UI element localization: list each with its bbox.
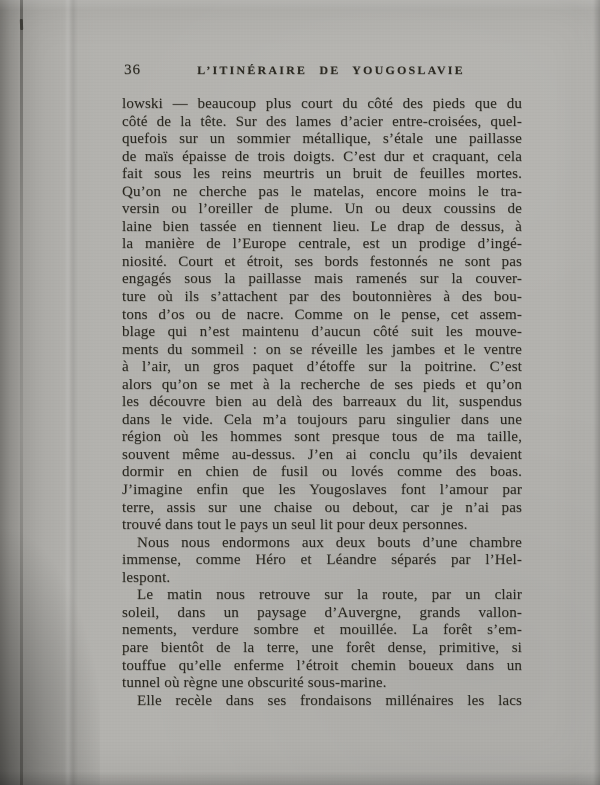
page-edge-right — [574, 0, 600, 785]
text-line: pare bientôt de la terre, une forêt dense, primitive, si — [122, 639, 522, 656]
text-line: niosité. Court et étroit, ses bords festonnés ne sont pas — [122, 253, 522, 270]
text-line: les découvre bien au delà des barreaux du lit, suspendus — [122, 394, 522, 411]
text-line: J’imagine enfin que les Yougoslaves font l’amour par — [122, 482, 522, 499]
text-line: à l’air, un gros paquet d’étoffe sur la poitrine. C’est — [122, 359, 522, 376]
text-line: région où les hommes sont presque tous de ma taille, — [122, 429, 522, 446]
ink-tick-mark — [20, 19, 23, 30]
text-line: trouvé dans tout le pays un seul lit pour deux personnes. — [122, 517, 468, 534]
page-edge-bottom — [0, 771, 600, 785]
text-line: Qu’on ne cherche pas le matelas, encore moins le tra- — [122, 183, 522, 200]
text-line: de maïs épaisse de trois doigts. C’est dur et craquant, cela — [122, 148, 522, 165]
text-line: lespont. — [122, 569, 171, 586]
text-line: Elle recèle dans ses frondaisons millénaires les lacs — [137, 692, 522, 709]
text-column — [122, 62, 522, 710]
text-line: souvent même au-dessus. J’en ai conclu qu’ils devaient — [122, 446, 522, 463]
binding-shadow — [0, 0, 100, 785]
text-line: nements, verdure sombre et mouillée. La forêt s’em- — [122, 622, 522, 639]
running-title: L’ITINÉRAIRE DE YOUGOSLAVIE — [197, 63, 465, 77]
text-line: alors qu’on se met à la recherche de ses pieds et qu’on — [122, 376, 522, 393]
text-line: terre, assis sur une chaise ou debout, car je n’ai pas — [122, 499, 522, 516]
text-line: dans le vide. Cela m’a toujours paru singulier dans une — [122, 411, 522, 428]
text-line: la manière de l’Europe centrale, est un prodige d’ingé- — [122, 236, 522, 253]
body-text — [122, 96, 522, 710]
text-line: côté de la tête. Sur des lames d’acier entre-croisées, quel- — [122, 113, 522, 130]
text-line: quefois sur un sommier métallique, s’étale une paillasse — [122, 131, 522, 148]
page-fold-line — [64, 0, 78, 785]
page-edge-top — [0, 0, 600, 10]
text-line: fait sous les reins meurtris un bruit de feuilles mortes. — [122, 166, 522, 183]
text-line: ture où ils s’attachent par des boutonnières à des bou- — [122, 289, 522, 306]
text-line: touffue qu’elle enferme l’étroit chemin boueux dans un — [122, 657, 522, 674]
text-line: ments du sommeil : on se réveille les jambes et le ventre — [122, 341, 522, 358]
text-line: lowski — beaucoup plus court du côté des pieds que du — [122, 96, 522, 112]
text-line: immense, comme Héro et Léandre séparés par l’Hel- — [122, 552, 522, 569]
page-number: 36 — [124, 62, 141, 78]
text-line: tunnel où règne une obscurité sous-marine. — [122, 675, 387, 692]
text-line: blage qui n’est maintenu d’aucun côté suit les mouve- — [122, 324, 522, 341]
text-line: dormir en chien de fusil ou lovés comme des boas. — [122, 464, 522, 481]
text-line: engagés sous la paillasse mais ramenés sur la couver- — [122, 271, 522, 288]
binding-crease-line — [20, 0, 23, 785]
running-head — [122, 62, 522, 78]
text-line: soleil, dans un paysage d’Auvergne, grands vallon- — [122, 604, 522, 621]
text-line: Nous nous endormons aux deux bouts d’une chambre — [137, 534, 522, 551]
text-line: Le matin nous retrouve sur la route, par un clair — [137, 587, 522, 604]
text-line: laine bien tassée en tiennent lieu. Le drap de dessus, à — [122, 218, 522, 235]
text-line: versin ou l’oreiller de plume. Un ou deux coussins de — [122, 201, 522, 218]
text-line: tons d’os ou de nacre. Comme on le pense, cet assem- — [122, 306, 522, 323]
